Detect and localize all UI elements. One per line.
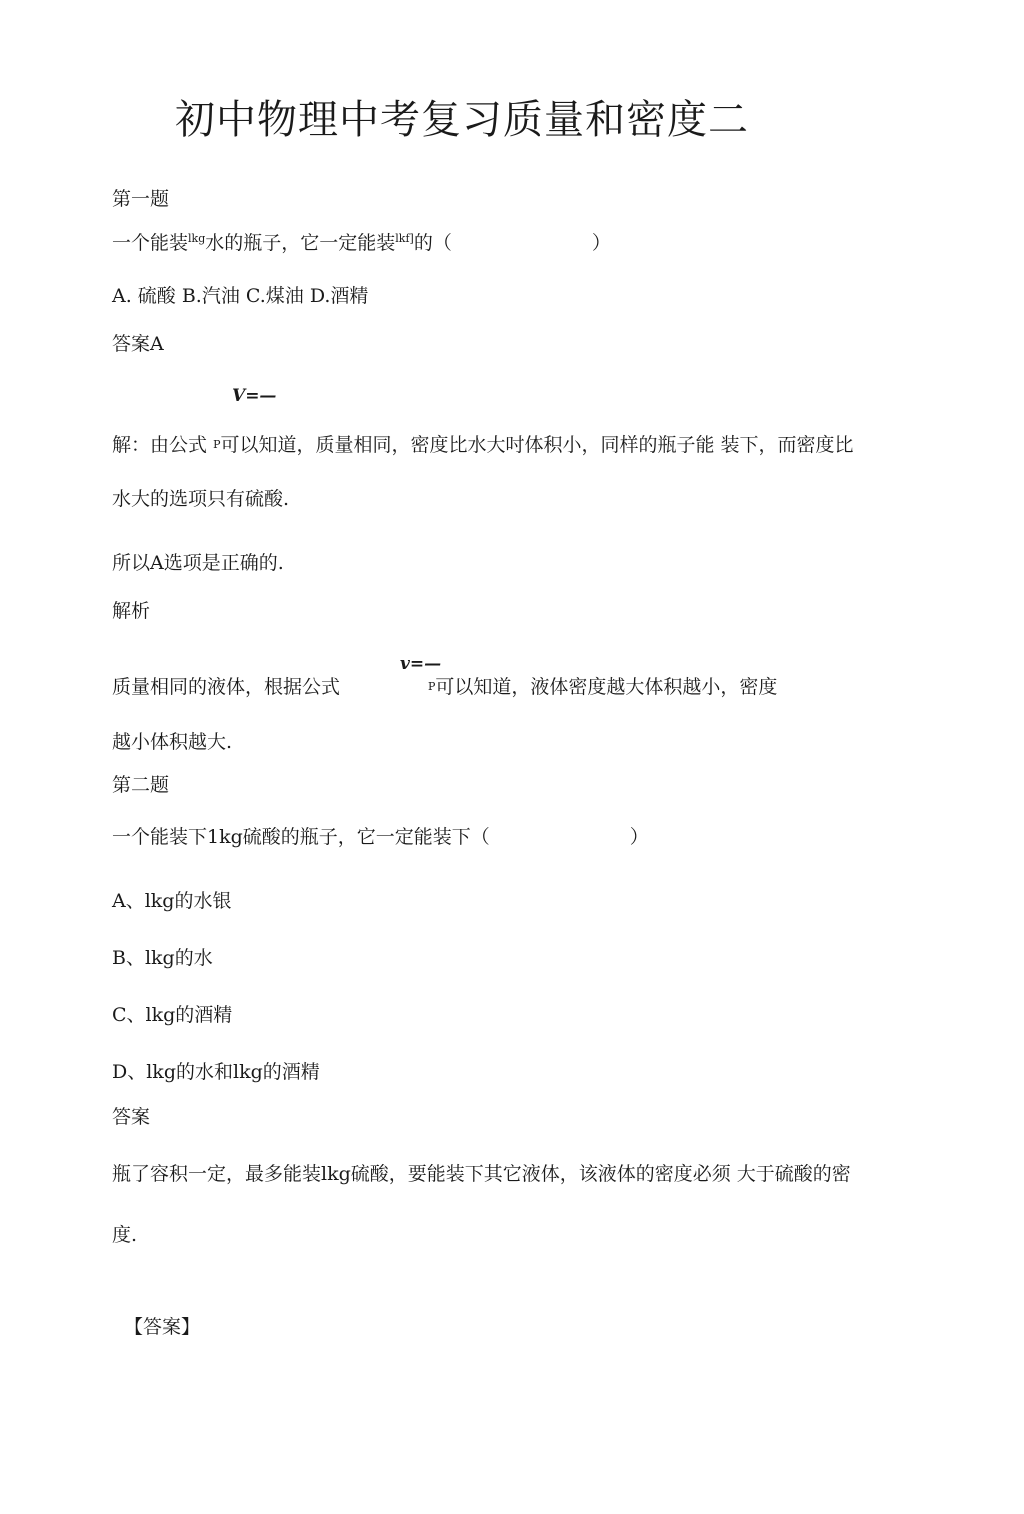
q1-solution-line1 (112, 436, 854, 455)
q1-analysis-line1 (112, 678, 777, 697)
q2-answer-heading: 答案 (112, 1106, 151, 1128)
q1-stem-part-b: 水的瓶子，它一定能装 (205, 232, 396, 254)
q1-analysis-formula: v=— (400, 654, 442, 674)
q1-analysis-line2: 越小体积越大. (112, 731, 233, 753)
q1-options: A. 硫酸 B.汽油 C.煤油 D.酒精 (112, 285, 369, 307)
q1-analysis-part-b: 可以知道，液体密度越大体积越小，密度 (435, 676, 778, 698)
q1-formula: V=— (232, 386, 277, 406)
q1-solution-p: P (213, 438, 221, 451)
q1-stem-part-a: 一个能装 (112, 232, 189, 254)
q2-stem-close: ） (629, 826, 649, 848)
q1-analysis-p: P (428, 680, 436, 693)
q1-stem-part-c: 的（ (413, 232, 452, 254)
q1-stem (112, 233, 611, 253)
q1-stem-sup1: lkg (188, 232, 206, 245)
q2-option-d: D、lkg的水和lkg的酒精 (112, 1061, 320, 1083)
q2-option-b: B、lkg的水 (112, 947, 213, 969)
q1-solution-part-a: 解：由公式 (112, 434, 208, 456)
q1-solution-line2: 水大的选项只有硫酸. (112, 488, 290, 510)
q1-solution-part-b: 可以知道，质量相同，密度比水大吋体积小，同样的瓶子能 装下，而密度比 (220, 434, 854, 456)
q1-answer: 答案A (112, 333, 164, 355)
q2-heading: 第二题 (112, 774, 170, 796)
q2-explain-line2: 度. (112, 1224, 138, 1246)
footer-answer-label: 【答案】 (124, 1316, 201, 1338)
q1-analysis-part-a: 质量相同的液体，根据公式 (112, 676, 341, 698)
q2-option-a: A、lkg的水银 (112, 890, 232, 912)
q1-heading: 第一题 (112, 188, 170, 210)
q1-stem-close: ） (591, 232, 611, 254)
q2-stem (112, 828, 649, 847)
q2-stem-text: 一个能装下1kg硫酸的瓶子，它一定能装下（ (112, 826, 490, 848)
q2-explain-line1: 瓶了容积一定，最多能装lkg硫酸，要能装下其它液体，该液体的密度必须 大于硫酸的密 (112, 1163, 851, 1185)
q2-option-c: C、lkg的酒精 (112, 1004, 233, 1026)
page-title: 初中物理中考复习质量和密度二 (175, 97, 749, 143)
q1-stem-sup2: lkf] (395, 232, 414, 245)
q1-conclusion: 所以A选项是正确的. (112, 552, 284, 574)
q1-analysis-heading: 解析 (112, 600, 151, 622)
